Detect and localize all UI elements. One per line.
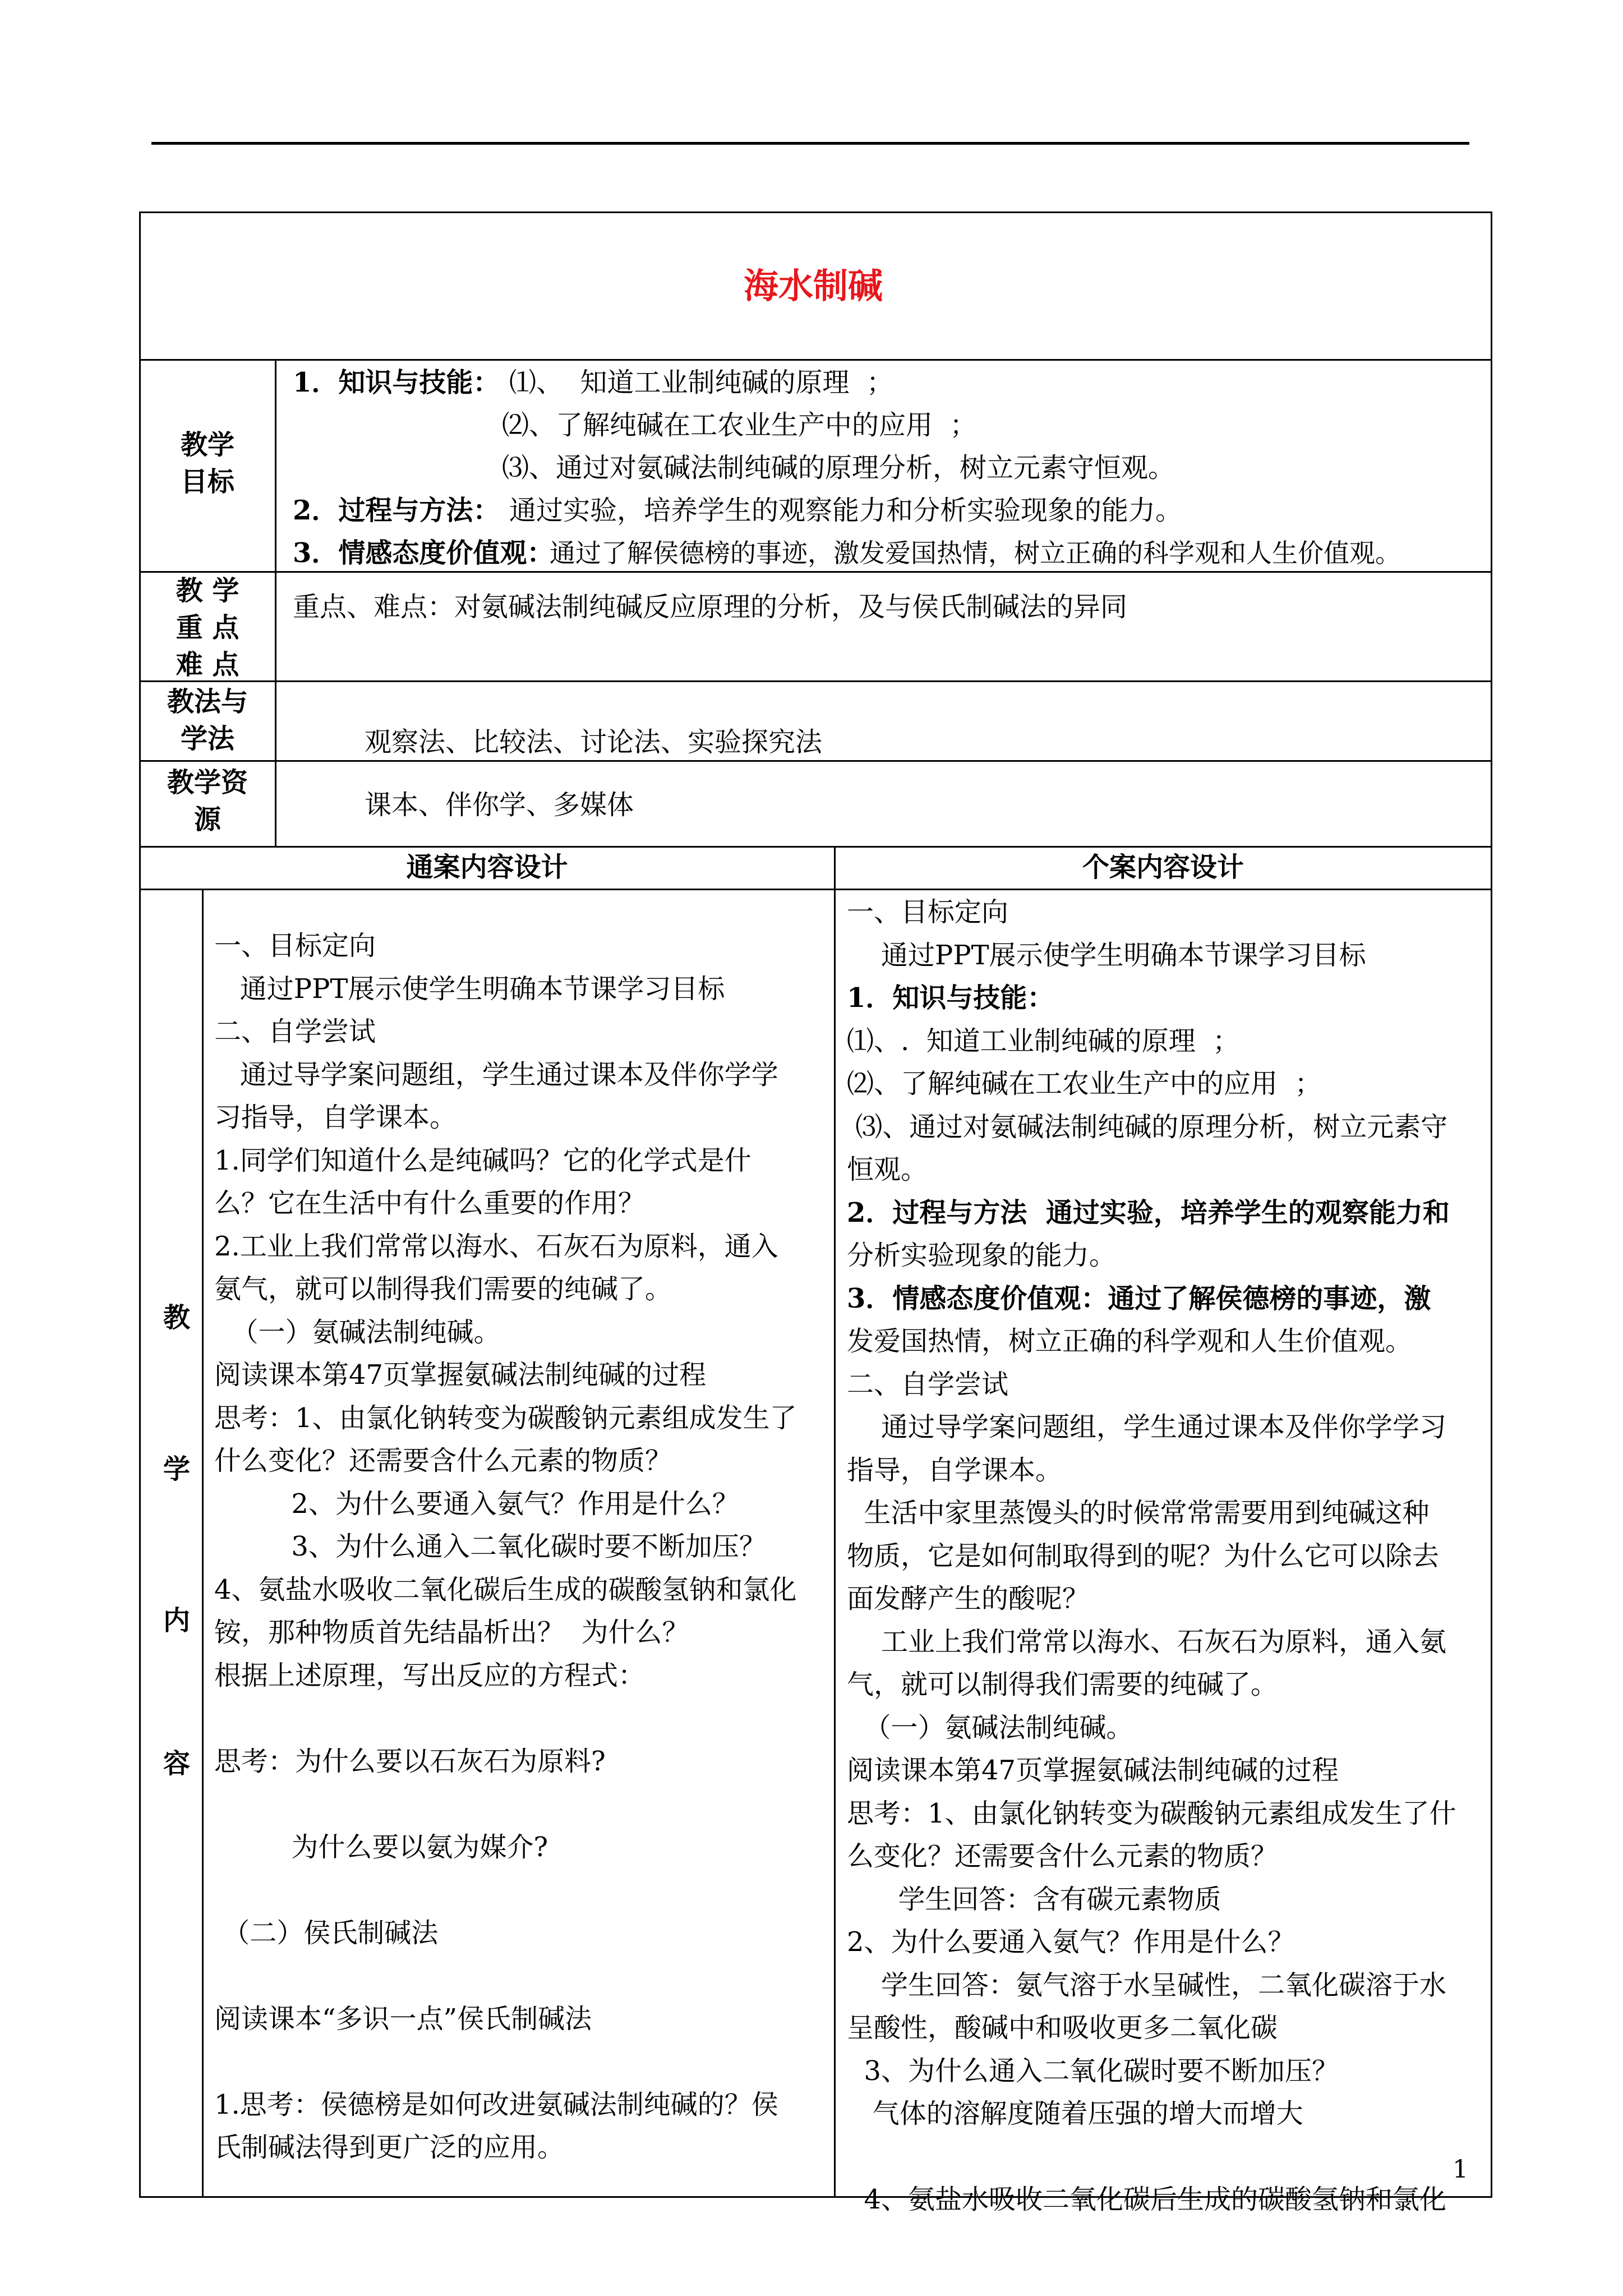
- center-column-divider: [834, 846, 836, 2198]
- general-content-line: 阅读课本第47页掌握氨碱法制纯碱的过程: [214, 1359, 707, 1391]
- objective-attitude-heading: 3．情感态度价值观：: [293, 537, 554, 569]
- table-border-left: [139, 211, 141, 2198]
- individual-content-line: ⑶、通过对氨碱法制纯碱的原理分析，树立元素守: [847, 1111, 1448, 1143]
- key-points-text: 重点、难点：对氨碱法制纯碱反应原理的分析，及与侯氏制碱法的异同: [293, 591, 1128, 623]
- table-border-top: [139, 211, 1492, 213]
- general-content-line: 为什么要以氨为媒介?: [214, 1831, 548, 1863]
- content-label-char: 教: [163, 1302, 190, 1333]
- objective-attitude-body: 通过了解侯德榜的事迹，激发爱国热情，树立正确的科学观和人生价值观。: [550, 538, 1401, 568]
- individual-content-line: 学生回答：含有碳元素物质: [847, 1883, 1221, 1915]
- individual-content-line: 恒观。: [847, 1154, 928, 1185]
- individual-content-line: 呈酸性，酸碱中和吸收更多二氧化碳: [847, 2012, 1278, 2044]
- label-objectives: 教学 目标: [180, 429, 234, 498]
- general-content-line: 氨气，就可以制得我们需要的纯碱了。: [214, 1273, 672, 1305]
- general-content-line: 铵，那种物质首先结晶析出？ 为什么？: [214, 1617, 689, 1648]
- label-column-divider: [275, 359, 276, 846]
- content-label-char: 容: [163, 1748, 190, 1779]
- column-header-general: 通案内容设计: [406, 852, 568, 883]
- general-content-line: 一、目标定向: [214, 930, 376, 961]
- content-label-char: 内: [163, 1605, 190, 1636]
- individual-content-line: ⑵、了解纯碱在工农业生产中的应用 ；: [847, 1068, 1322, 1099]
- individual-content-line: 生活中家里蒸馒头的时候常常需要用到纯碱这种: [847, 1497, 1430, 1529]
- general-content-line: 4、氨盐水吸收二氧化碳后生成的碳酸氢钠和氯化: [214, 1573, 797, 1605]
- individual-content-line: 二、自学尝试: [847, 1368, 1009, 1400]
- individual-content-line: 物质，它是如何制取得到的呢？为什么它可以除去: [847, 1540, 1440, 1572]
- general-content-line: 习指导，自学课本。: [214, 1102, 457, 1133]
- general-content-line: 通过导学案问题组，学生通过课本及伴你学学: [214, 1059, 778, 1091]
- objective-knowledge-heading: 1．知识与技能：: [293, 367, 500, 398]
- table-border-right: [1491, 211, 1492, 2198]
- content-label-divider: [202, 889, 204, 2198]
- individual-content-line: 通过PPT展示使学生明确本节课学习目标: [847, 939, 1366, 971]
- individual-content-line: 4、氨盐水吸收二氧化碳后生成的碳酸氢钠和氯化: [847, 2184, 1447, 2215]
- objective-process-heading: 2．过程与方法：: [293, 495, 500, 526]
- individual-content-line: ⑴、. 知道工业制纯碱的原理 ；: [847, 1025, 1240, 1057]
- general-content-line: 氏制碱法得到更广泛的应用。: [214, 2132, 565, 2163]
- individual-content-line: 一、目标定向: [847, 896, 1009, 928]
- individual-content-line: 工业上我们常常以海水、石灰石为原料，通入氨: [847, 1626, 1447, 1658]
- general-content-line: 通过PPT展示使学生明确本节课学习目标: [214, 973, 725, 1005]
- individual-content-line: 思考：1、由氯化钠转变为碳酸钠元素组成发生了什: [847, 1797, 1456, 1829]
- objective-process-body: 通过实验，培养学生的观察能力和分析实验现象的能力。: [509, 495, 1183, 526]
- individual-content-line: 面发酵产生的酸呢？: [847, 1583, 1090, 1614]
- general-content-line: 2、为什么要通入氨气？作用是什么？: [214, 1488, 739, 1520]
- individual-content-line: 3．情感态度价值观：通过了解侯德榜的事迹，激: [847, 1282, 1431, 1314]
- general-content-line: （一）氨碱法制纯碱。: [214, 1316, 501, 1348]
- row-divider: [139, 889, 1492, 890]
- header-rule: [151, 142, 1469, 145]
- individual-content-line: 气体的溶解度随着压强的增大而增大: [847, 2098, 1303, 2129]
- methods-text: 观察法、比较法、讨论法、实验探究法: [365, 726, 823, 758]
- row-divider: [139, 680, 1492, 682]
- general-content-line: 么？它在生活中有什么重要的作用？: [214, 1188, 645, 1219]
- individual-content-line: 2、为什么要通入氨气？作用是什么？: [847, 1926, 1295, 1958]
- label-methods: 教法与 学法: [167, 686, 248, 754]
- general-content-line: 1.同学们知道什么是纯碱吗？它的化学式是什: [214, 1144, 751, 1176]
- individual-content-line: 3、为什么通入二氧化碳时要不断加压？: [847, 2055, 1339, 2087]
- column-header-individual: 个案内容设计: [1082, 852, 1244, 883]
- individual-content-line: 学生回答：氨气溶于水呈碱性，二氧化碳溶于水: [847, 1969, 1447, 2001]
- individual-content-line: 2．过程与方法 通过实验，培养学生的观察能力和: [847, 1197, 1450, 1228]
- individual-content-line: 分析实验现象的能力。: [847, 1240, 1117, 1271]
- individual-content-line: 么变化？还需要含什么元素的物质？: [847, 1841, 1278, 1872]
- individual-content-line: 1．知识与技能：: [847, 982, 1054, 1014]
- individual-content-line: 发爱国热情，树立正确的科学观和人生价值观。: [847, 1326, 1413, 1357]
- individual-content-line: 通过导学案问题组，学生通过课本及伴你学学习: [847, 1411, 1447, 1443]
- resources-text: 课本、伴你学、多媒体: [365, 789, 634, 821]
- objective-knowledge-3: ⑶、通过对氨碱法制纯碱的原理分析，树立元素守恒观。: [502, 452, 1175, 484]
- general-content-line: 根据上述原理，写出反应的方程式：: [214, 1659, 645, 1691]
- row-divider: [139, 359, 1492, 361]
- content-label-char: 学: [163, 1453, 190, 1485]
- individual-content-line: 阅读课本第47页掌握氨碱法制纯碱的过程: [847, 1755, 1339, 1786]
- label-resources: 教学资 源: [167, 767, 248, 835]
- individual-content-line: （一）氨碱法制纯碱。: [847, 1711, 1133, 1743]
- general-content-line: 3、为什么通入二氧化碳时要不断加压？: [214, 1531, 766, 1562]
- individual-content-line: 气，就可以制得我们需要的纯碱了。: [847, 1669, 1278, 1700]
- label-key-points: 教 学 重 点 难 点: [176, 575, 239, 680]
- individual-content-line: 指导，自学课本。: [847, 1454, 1063, 1486]
- general-content-line: （二）侯氏制碱法: [214, 1917, 439, 1949]
- general-content-line: 思考：1、由氯化钠转变为碳酸钠元素组成发生了: [214, 1402, 797, 1434]
- objective-knowledge-2: ⑵、了解纯碱在工农业生产中的应用 ；: [502, 409, 977, 441]
- general-content-line: 1.思考：侯德榜是如何改进氨碱法制纯碱的？侯: [214, 2088, 778, 2120]
- page-number: 1: [1453, 2155, 1468, 2184]
- general-content-line: 思考：为什么要以石灰石为原料?: [214, 1745, 606, 1777]
- objective-knowledge-1: ⑴、 知道工业制纯碱的原理 ；: [509, 367, 894, 398]
- general-content-line: 阅读课本“多识一点”侯氏制碱法: [214, 2003, 592, 2035]
- general-content-line: 什么变化？还需要含什么元素的物质？: [214, 1445, 672, 1476]
- general-content-line: 2.工业上我们常常以海水、石灰石为原料，通入: [214, 1230, 778, 1262]
- page-title: 海水制碱: [743, 265, 883, 306]
- general-content-line: 二、自学尝试: [214, 1016, 376, 1047]
